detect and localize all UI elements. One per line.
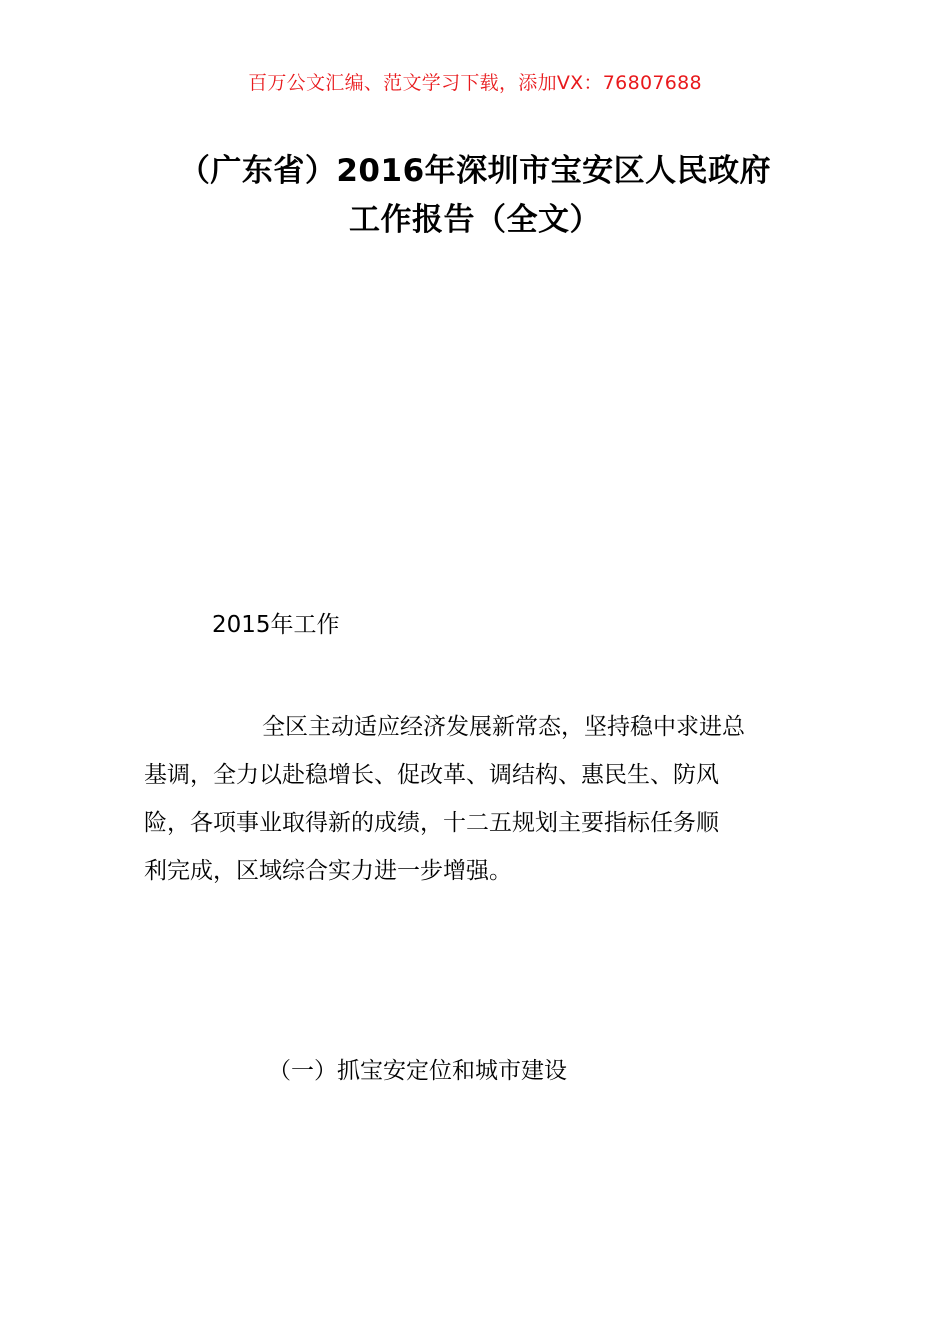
body-paragraph xyxy=(144,703,809,895)
subsection-heading: （一）抓宝安定位和城市建设 xyxy=(268,1058,567,1084)
doc-title-line-1: （广东省）2016年深圳市宝安区人民政府 xyxy=(178,153,772,189)
doc-title-line-2: 工作报告（全文） xyxy=(349,202,601,238)
section-heading: 2015年工作 xyxy=(212,612,340,638)
paragraph-line: 利完成，区域综合实力进一步增强。 xyxy=(144,858,512,884)
paragraph-line: 全区主动适应经济发展新常态，坚持稳中求进总 xyxy=(262,714,745,740)
paragraph-line: 基调，全力以赴稳增长、促改革、调结构、惠民生、防风 xyxy=(144,762,719,788)
header-note: 百万公文汇编、范文学习下载，添加VX：76807688 xyxy=(248,72,702,94)
paragraph-line: 险，各项事业取得新的成绩，十二五规划主要指标任务顺 xyxy=(144,810,719,836)
